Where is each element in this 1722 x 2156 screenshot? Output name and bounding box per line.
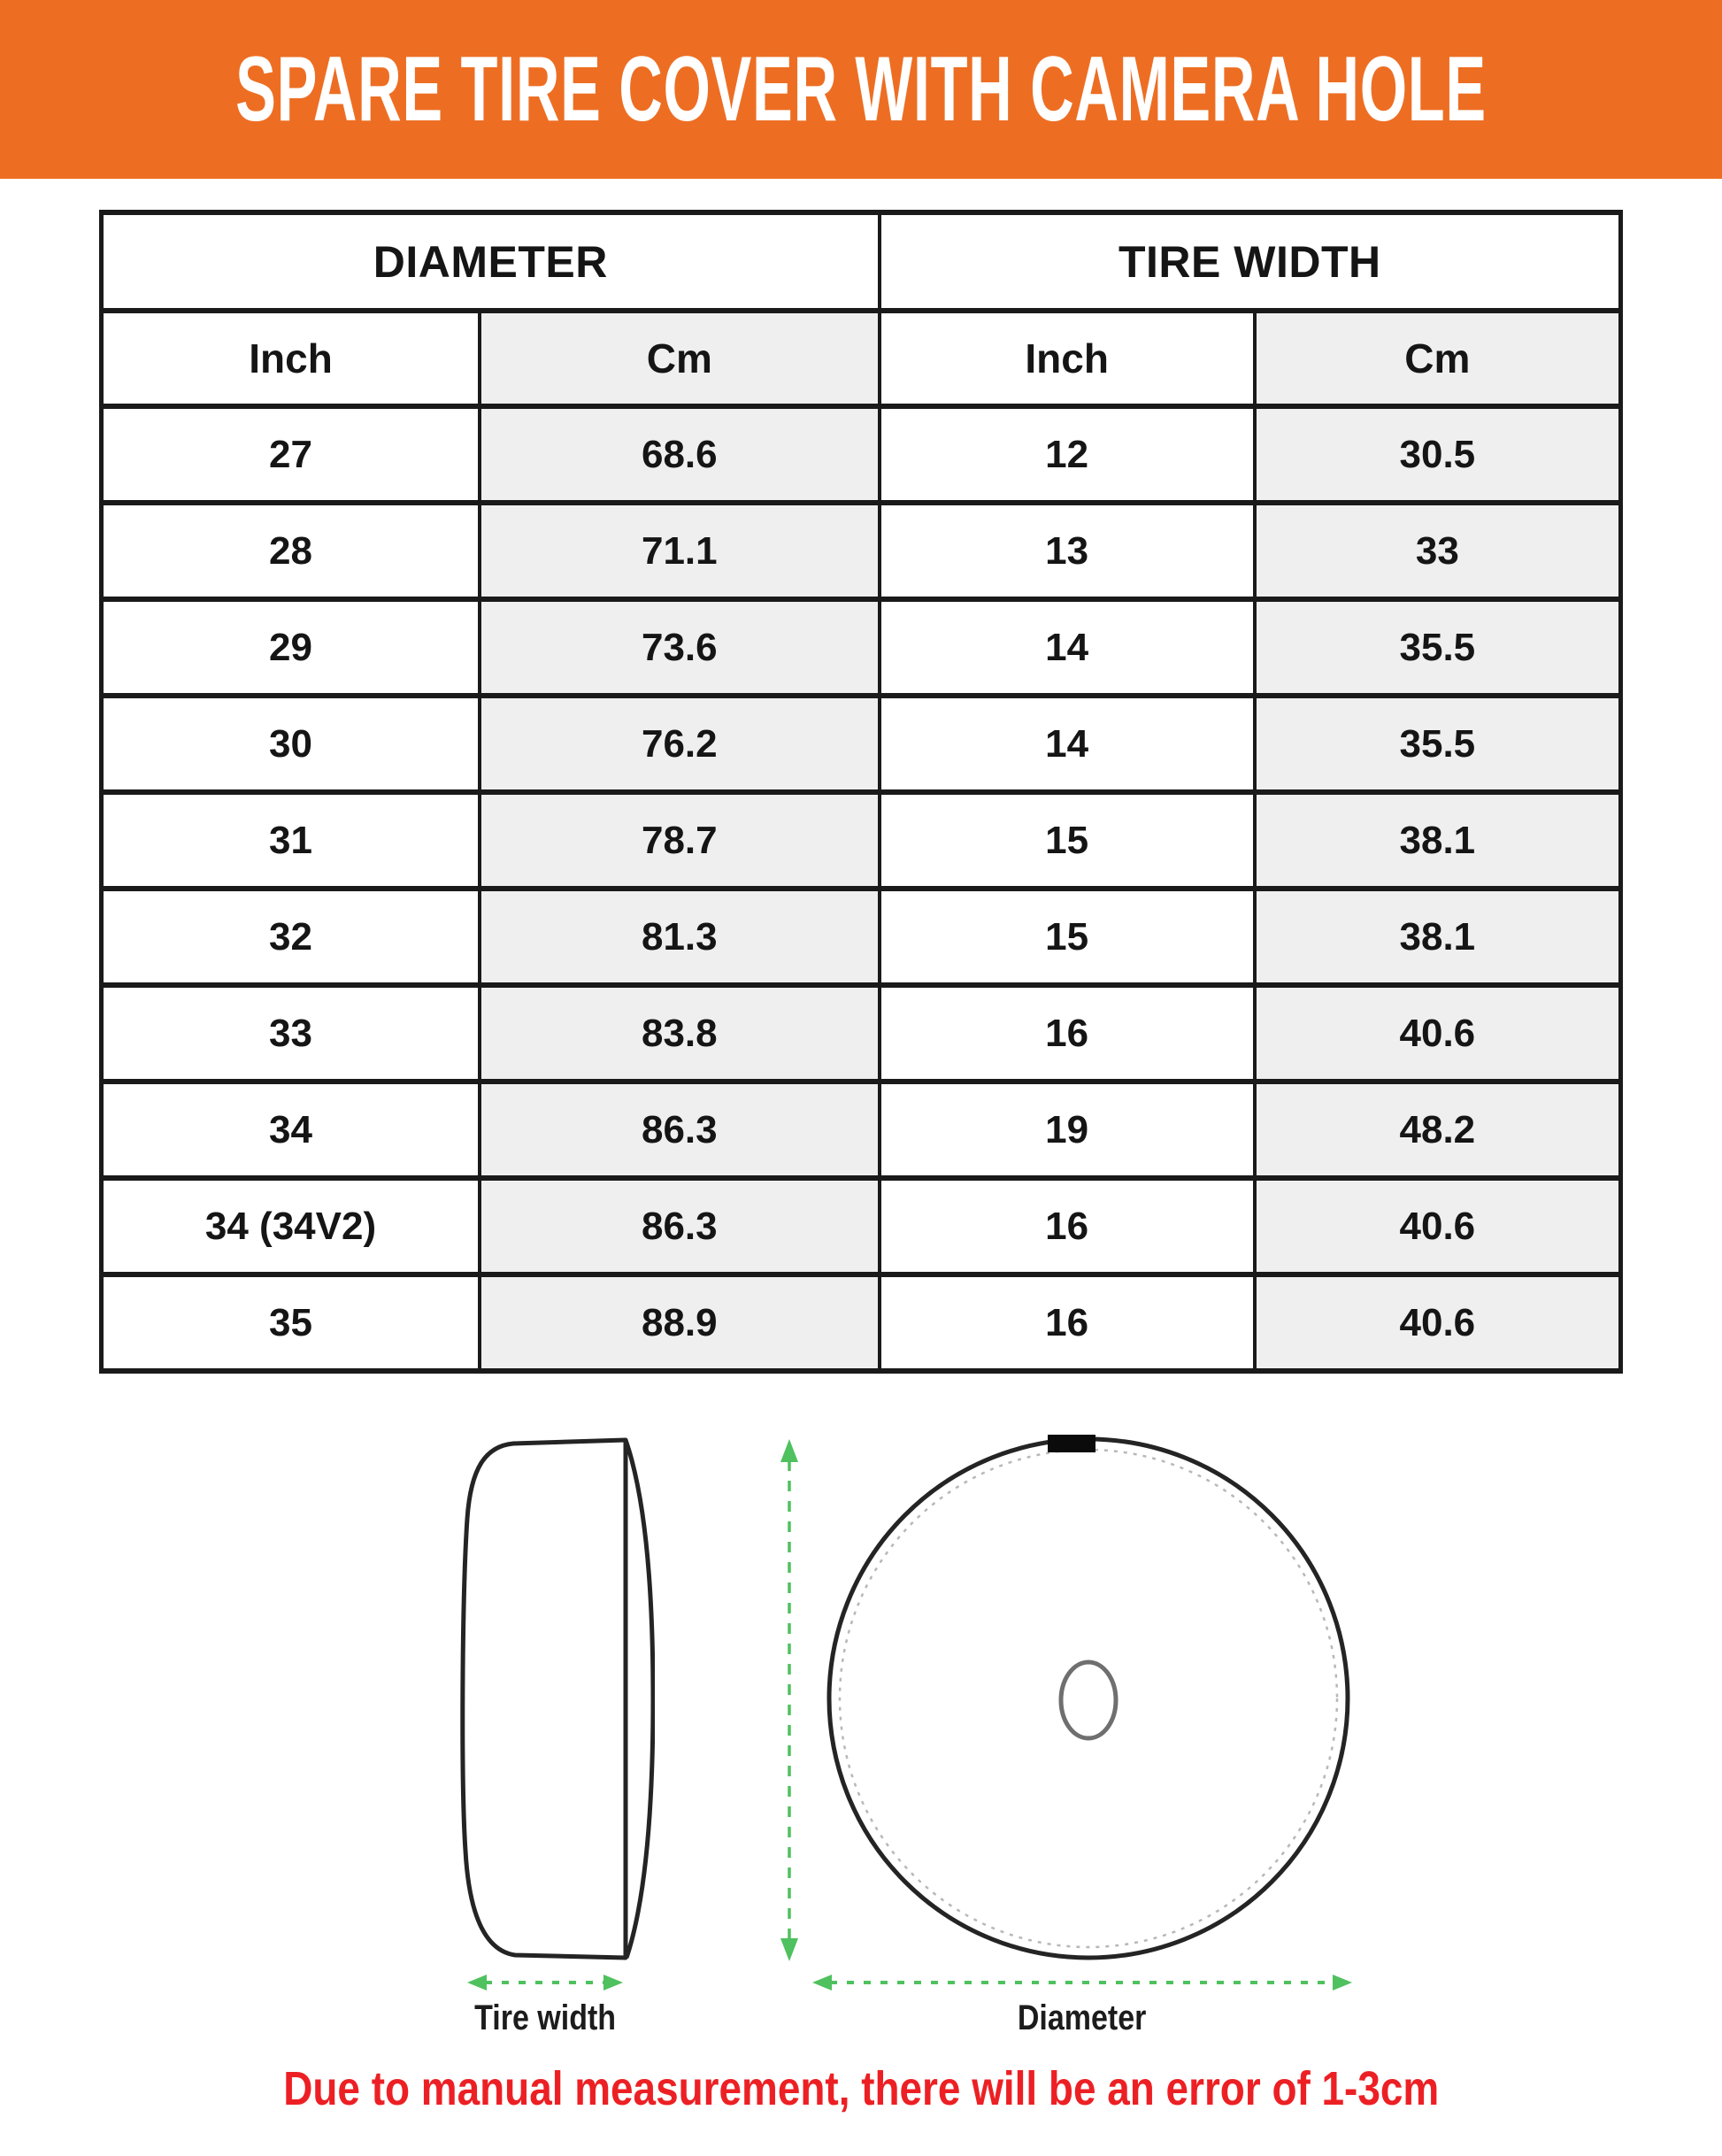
table-cell: 30.5 [1255,406,1621,503]
table-cell: 16 [880,1274,1255,1371]
table-cell: 71.1 [480,503,880,599]
table-cell: 86.3 [480,1082,880,1178]
table-cell: 81.3 [480,889,880,985]
table-cell: 38.1 [1255,889,1621,985]
tire-tread-curve [626,1440,653,1958]
size-chart-table [99,210,1623,1374]
table-row [102,696,1621,792]
tire-front-view-figure [825,1435,1352,1962]
table-cell: 34 (34V2) [102,1178,480,1274]
table-row [102,1274,1621,1371]
subheader-width-inch: Inch [880,311,1255,406]
table-cell: 40.6 [1255,985,1621,1082]
table-row [102,792,1621,889]
table-cell: 15 [880,889,1255,985]
tire-width-label: Tire width [474,1998,616,2037]
table-cell: 32 [102,889,480,985]
table-row [102,889,1621,985]
table-cell: 12 [880,406,1255,503]
table-cell: 83.8 [480,985,880,1082]
table-cell: 35.5 [1255,696,1621,792]
table-cell: 88.9 [480,1274,880,1371]
table-row [102,503,1621,599]
table-cell: 40.6 [1255,1178,1621,1274]
table-cell: 34 [102,1082,480,1178]
tire-width-arrow-icon [467,1970,623,1995]
subheader-width-cm: Cm [1255,311,1621,406]
measurement-error-note: Due to manual measurement, there will be an error of 1-3cm [282,2062,1439,2115]
table-cell: 16 [880,1178,1255,1274]
table-cell: 33 [1255,503,1621,599]
table-group-header-row [102,212,1621,311]
table-row [102,1178,1621,1274]
table-cell: 48.2 [1255,1082,1621,1178]
diameter-label: Diameter [1018,1998,1147,2037]
table-row [102,1082,1621,1178]
table-cell: 76.2 [480,696,880,792]
table-row [102,406,1621,503]
table-cell: 38.1 [1255,792,1621,889]
table-cell: 27 [102,406,480,503]
table-subheader-row [102,311,1621,406]
table-cell: 15 [880,792,1255,889]
table-cell: 16 [880,985,1255,1082]
table-cell: 78.7 [480,792,880,889]
banner [0,0,1722,179]
diameter-arrow-icon [812,1970,1352,1995]
column-group-tire-width: TIRE WIDTH [880,212,1621,311]
tire-sidewall-outline [463,1440,626,1958]
diameter-vertical-arrow-icon [776,1439,803,1961]
page-title: SPARE TIRE COVER WITH CAMERA HOLE [235,37,1487,141]
table-cell: 73.6 [480,599,880,696]
table-row [102,985,1621,1082]
table-cell: 19 [880,1082,1255,1178]
table-cell: 30 [102,696,480,792]
table-cell: 35.5 [1255,599,1621,696]
column-group-diameter: DIAMETER [102,212,880,311]
table-row [102,599,1621,696]
table-cell: 40.6 [1255,1274,1621,1371]
table-cell: 86.3 [480,1178,880,1274]
table-cell: 14 [880,599,1255,696]
table-cell: 13 [880,503,1255,599]
table-cell: 35 [102,1274,480,1371]
subheader-diameter-inch: Inch [102,311,480,406]
camera-hole [1048,1435,1095,1452]
table-cell: 31 [102,792,480,889]
hub-hole [1061,1662,1116,1738]
tire-side-view-figure [458,1435,655,1962]
subheader-diameter-cm: Cm [480,311,880,406]
table-cell: 14 [880,696,1255,792]
table-cell: 68.6 [480,406,880,503]
table-cell: 28 [102,503,480,599]
table-cell: 33 [102,985,480,1082]
table-cell: 29 [102,599,480,696]
